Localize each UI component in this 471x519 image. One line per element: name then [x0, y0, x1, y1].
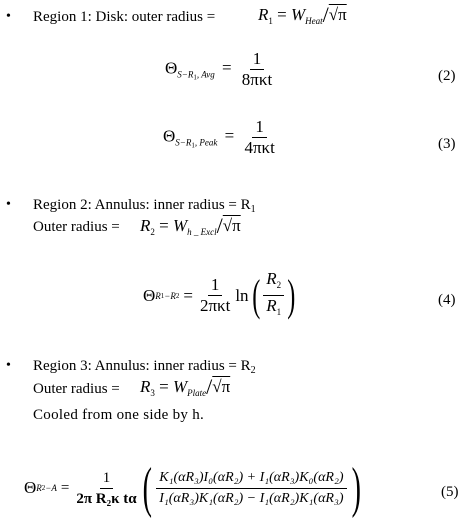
region-3-formula: $R_3 = W_{Plate}/√\pi$ — [140, 374, 231, 399]
region-1-formula: $R_1 = W_{Heat}/√\pi$ — [258, 2, 347, 27]
equation-5: Θ R 2 −A = $\frac{1}{\text{2π R₂κ tα}}$ ( $\frac{\text{K₁(αR₃)I₀(αR₂) + I₁(αR₃)K₀(αR₂)}}{\text{I₁(αR₃)K₁(αR₂) − I₁(αR₂)K₁(αR₃)}}$ ) — [24, 457, 361, 519]
region-1-text: Region 1: Disk: outer radius = — [33, 9, 216, 25]
bullet-3: • — [6, 358, 11, 373]
equation-3: $\Theta_{S-R1, Peak}$ = $\frac{1}{\text{4πκt}}$ — [163, 117, 275, 157]
region-2-text: Region 2: Annulus: inner radius = $R_1$ — [33, 197, 256, 215]
region-3-text: Region 3: Annulus: inner radius = $R_2$ — [33, 358, 256, 376]
equation-number-2: (2) — [438, 68, 456, 84]
equation-number-5: (5) — [441, 484, 459, 500]
equation-number-4: (4) — [438, 292, 456, 308]
equation-4: Θ R 1 −R 2 = $\frac{1}{\text{2πκt}}$ ln ( $\frac{R_2}{R_1}$ ) — [143, 269, 296, 320]
equation-number-3: (3) — [438, 136, 456, 152]
bullet-2: • — [6, 197, 11, 212]
equation-2: $\Theta_{S-R1, Avg}$ = $\frac{1}{\text{8πκt}}$ — [165, 49, 273, 89]
bullet-1: • — [6, 9, 11, 24]
region-3-outer-label: Outer radius = — [33, 381, 120, 397]
region-2-formula: $R_2 = W_{h \_ Excl}/√\pi$ — [140, 213, 241, 238]
region-2-outer-label: Outer radius = — [33, 219, 120, 235]
region-3-cooling-note: Cooled from one side by h. — [33, 407, 205, 423]
